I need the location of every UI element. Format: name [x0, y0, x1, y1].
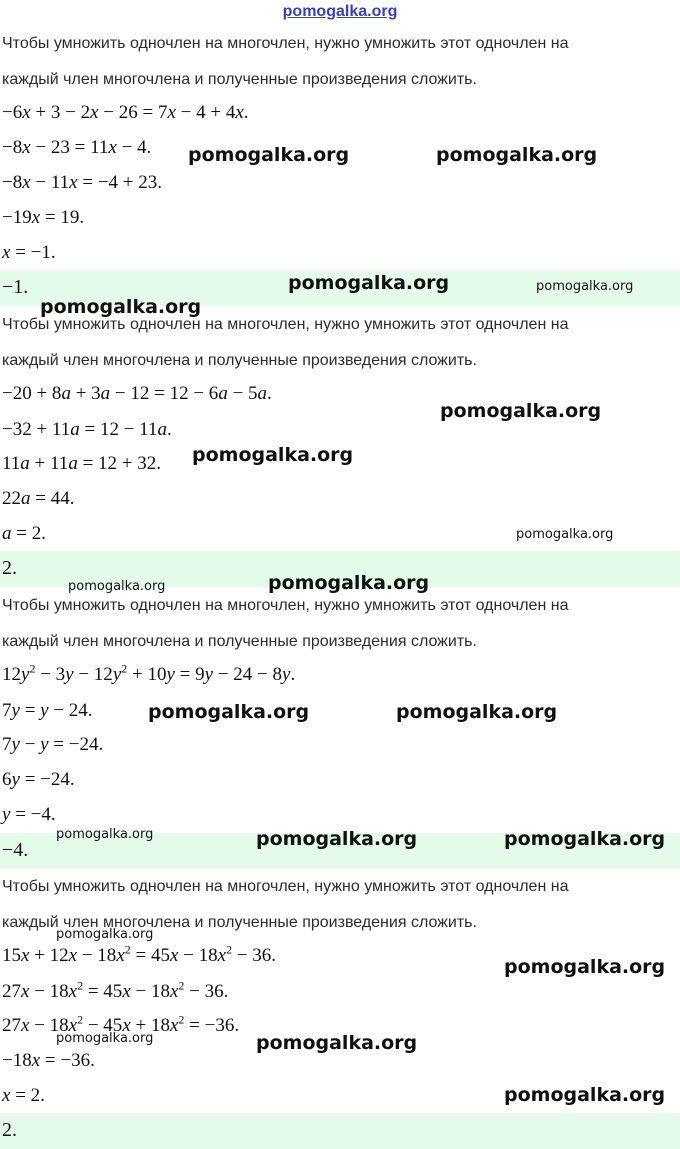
equation-step: −8x − 23 = 11x − 4.: [2, 137, 152, 158]
watermark: pomogalka.org: [504, 828, 666, 850]
watermark: pomogalka.org: [56, 927, 154, 942]
equation-step: −18x = −36.: [2, 1050, 95, 1071]
watermark: pomogalka.org: [56, 827, 154, 842]
watermark: pomogalka.org: [436, 144, 598, 166]
watermark: pomogalka.org: [256, 1032, 418, 1054]
site-header-link[interactable]: pomogalka.org: [282, 3, 398, 20]
watermark: pomogalka.org: [148, 701, 310, 723]
equation-step: a = 2.: [2, 523, 46, 544]
equation-step: $27x - 18x^2 - 45x + 18x^2 = -36$.: [2, 1012, 240, 1036]
rule-text-line-1: Чтобы умножить одночлен на многочлен, нужно умножить этот одночлен на: [2, 316, 569, 333]
equation-step: −20 + 8a + 3a − 12 = 12 − 6a − 5a.: [2, 383, 272, 404]
rule-text-line-2: каждый член многочлена и полученные произведения сложить.: [2, 633, 477, 650]
rule-text-line-2: каждый член многочлена и полученные произведения сложить.: [2, 352, 477, 369]
equation-step: x = 2.: [2, 1085, 45, 1106]
equation-step: −6x + 3 − 2x − 26 = 7x − 4 + 4x.: [2, 102, 249, 123]
watermark: pomogalka.org: [288, 272, 450, 294]
equation-step: 7y = y − 24.: [2, 700, 93, 721]
watermark: pomogalka.org: [396, 701, 558, 723]
watermark: pomogalka.org: [192, 444, 354, 466]
watermark: pomogalka.org: [504, 1084, 666, 1106]
rule-text-line-2: каждый член многочлена и полученные произведения сложить.: [2, 914, 477, 931]
rule-text-line-1: Чтобы умножить одночлен на многочлен, нужно умножить этот одночлен на: [2, 35, 569, 52]
equation-step: y = −4.: [2, 804, 56, 825]
watermark: pomogalka.org: [40, 296, 202, 318]
equation-step: −19x = 19.: [2, 207, 85, 228]
watermark: pomogalka.org: [268, 572, 430, 594]
answer-value: −1.: [2, 276, 29, 298]
equation-step: x = −1.: [2, 242, 56, 263]
equation-step: 7y − y = −24.: [2, 734, 104, 755]
equation-step: 11a + 11a = 12 + 32.: [2, 453, 161, 474]
watermark: pomogalka.org: [536, 279, 634, 294]
answer-value: 2.: [2, 1119, 17, 1141]
equation-step: −8x − 11x = −4 + 23.: [2, 172, 163, 193]
watermark: pomogalka.org: [504, 956, 666, 978]
rule-text-line-2: каждый член многочлена и полученные произведения сложить.: [2, 71, 477, 88]
rule-text-line-1: Чтобы умножить одночлен на многочлен, нужно умножить этот одночлен на: [2, 878, 569, 895]
answer-value: −4.: [2, 839, 29, 861]
equation-step: $12y^2 - 3y - 12y^2 + 10y = 9y - 24 - 8y$.: [2, 661, 296, 685]
watermark: pomogalka.org: [516, 527, 614, 542]
watermark: pomogalka.org: [68, 579, 166, 594]
watermark: pomogalka.org: [256, 828, 418, 850]
answer-value: 2.: [2, 557, 17, 579]
answer-bar: [0, 1113, 680, 1149]
equation-step: $15x + 12x - 18x^2 = 45x - 18x^2 - 36$.: [2, 942, 277, 966]
equation-step: $27x - 18x^2 = 45x - 18x^2 - 36$.: [2, 978, 229, 1002]
equation-step: 6y = −24.: [2, 769, 75, 790]
equation-step: −32 + 11a = 12 − 11a.: [2, 419, 172, 440]
watermark: pomogalka.org: [188, 144, 350, 166]
equation-step: 22a = 44.: [2, 488, 75, 509]
rule-text-line-1: Чтобы умножить одночлен на многочлен, нужно умножить этот одночлен на: [2, 597, 569, 614]
watermark: pomogalka.org: [440, 400, 602, 422]
watermark: pomogalka.org: [56, 1031, 154, 1046]
